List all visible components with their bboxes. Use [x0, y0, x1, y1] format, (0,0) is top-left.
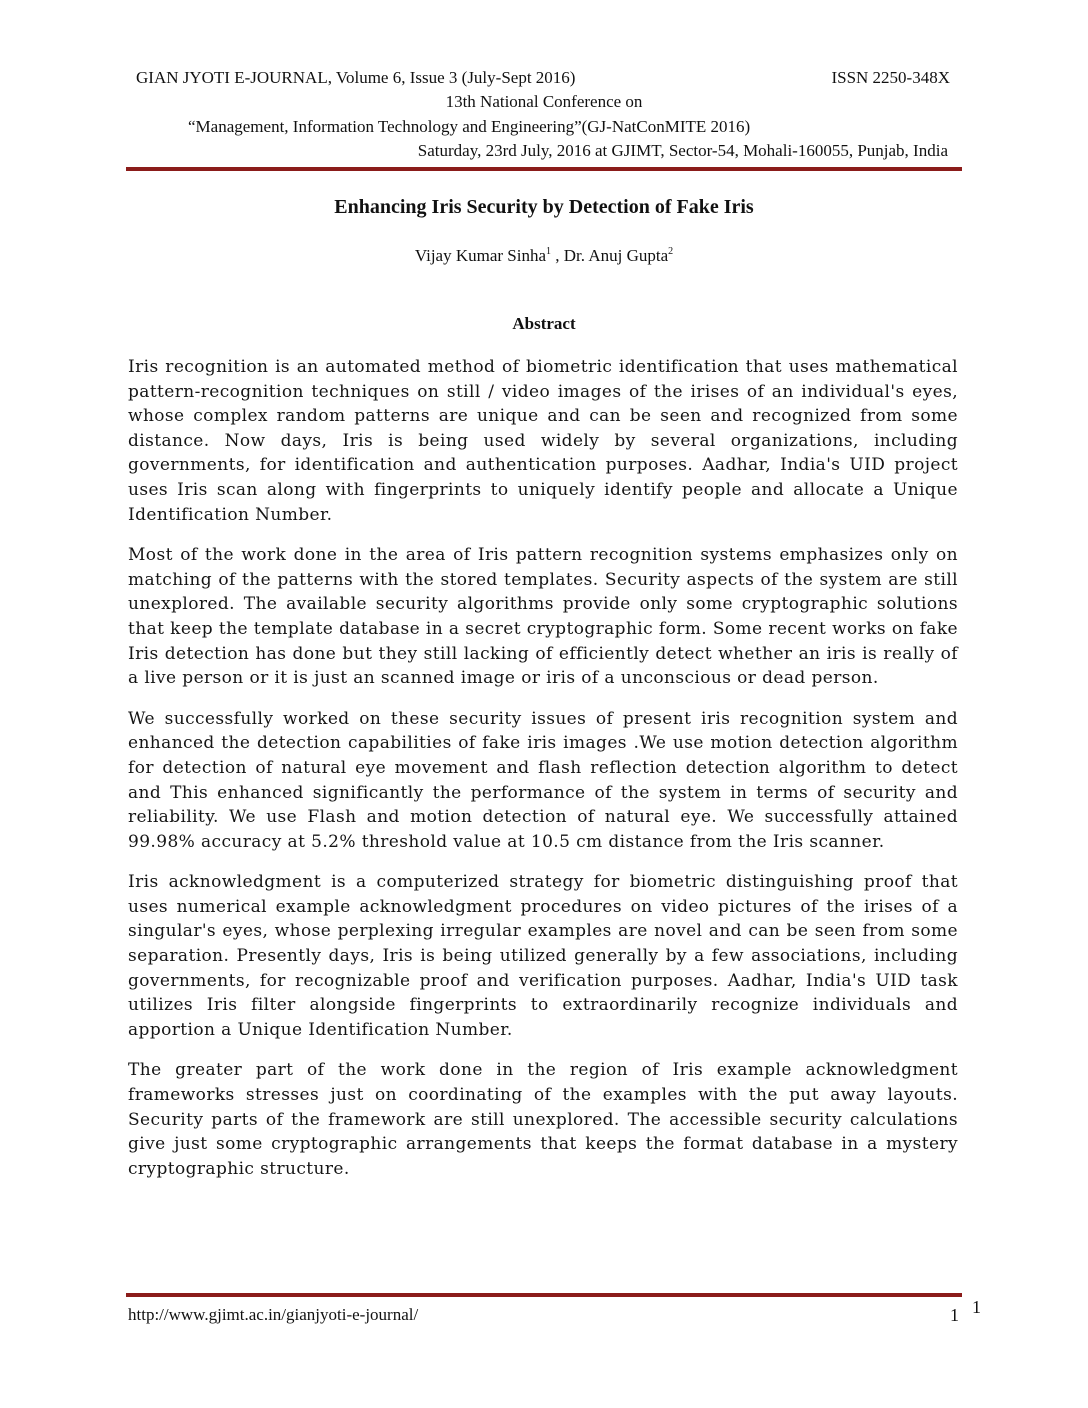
author-2-name: Dr. Anuj Gupta	[563, 246, 669, 265]
conference-date-venue: Saturday, 23rd July, 2016 at GJIMT, Sector-54, Mohali-160055, Punjab, India	[417, 141, 948, 160]
page-number: 1	[950, 1305, 959, 1325]
abstract-paragraph-1: Iris recognition is an automated method of biometric identification that uses mathematical pattern-recognition techniques on still / video images of the irises of an individual's eyes, whose complex random patterns are unique and can be seen and recognized from some distance. Now days, Iris is being used widely by several organizations, including governments, for identification and authentication purposes. Aadhar, India's UID project uses Iris scan along with fingerprints to uniquely identify people and allocate a Unique Identification Number.	[128, 357, 958, 525]
author-line	[0, 246, 1088, 266]
abstract-paragraph-5: The greater part of the work done in the region of Iris example acknowledgment frameworks stresses just on coordinating of the examples with the put away layouts. Security parts of the framework are still unexplored. The accessible security calculations give just some cryptographic arrangements that keeps the format database in a mystery cryptographic structure.	[128, 1060, 958, 1179]
abstract-paragraph-3: We successfully worked on these security issues of present iris recognition system and enhanced the detection capabilities of fake iris images .We use motion detection algorithm for detection of natural eye movement and flash reflection detection algorithm to detect and This enhanced significantly the performance of the system in terms of security and reliability. We use Flash and motion detection of natural eye. We successfully attained 99.98% accuracy at 5.2% threshold value at 10.5 cm distance from the Iris scanner.	[128, 708, 958, 852]
abstract-paragraph-2: Most of the work done in the area of Iris pattern recognition systems emphasizes only on matching of the patterns with the stored templates. Security aspects of the system are still unexplored. The available security algorithms provide only some cryptographic solutions that keep the template database in a secret cryptographic form. Some recent works on fake Iris detection has done but they still lacking of efficiently detect whether an iris is really of a live person or it is just an scanned image or iris of a unconscious or dead person.	[128, 545, 958, 689]
journal-name: GIAN JYOTI E-JOURNAL, Volume 6, Issue 3 (July-Sept 2016)	[136, 68, 576, 87]
author-separator: ,	[551, 246, 564, 265]
header-divider	[126, 167, 962, 171]
abstract-heading: Abstract	[512, 314, 576, 333]
page-number-marker: 1	[972, 1297, 981, 1317]
footer-url-link[interactable]: http://www.gjimt.ac.in/gianjyoti-e-journal/	[128, 1305, 419, 1324]
conference-theme: “Management, Information Technology and Engineering”(GJ-NatConMITE 2016)	[188, 117, 751, 136]
author-1-name: Vijay Kumar Sinha	[414, 246, 547, 265]
author-2-affiliation: 2	[668, 246, 674, 257]
footer-divider	[126, 1293, 962, 1297]
author-1-affiliation: 1	[546, 246, 552, 257]
abstract-body	[128, 355, 958, 1197]
conference-name: 13th National Conference on	[445, 92, 643, 111]
issn: ISSN 2250-348X	[831, 68, 950, 87]
abstract-paragraph-4: Iris acknowledgment is a computerized strategy for biometric distinguishing proof that uses numerical example acknowledgment procedures on video pictures of the irises of a singular's eyes, whose perplexing irregular examples are novel and can be seen from some separation. Presently days, Iris is being utilized generally by a few associations, including governments, for recognizable proof and verification purposes. Aadhar, India's UID task utilizes Iris filter alongside fingerprints to extraordinarily recognize individuals and apportion a Unique Identification Number.	[128, 872, 958, 1040]
paper-title: Enhancing Iris Security by Detection of Fake Iris	[334, 196, 754, 218]
